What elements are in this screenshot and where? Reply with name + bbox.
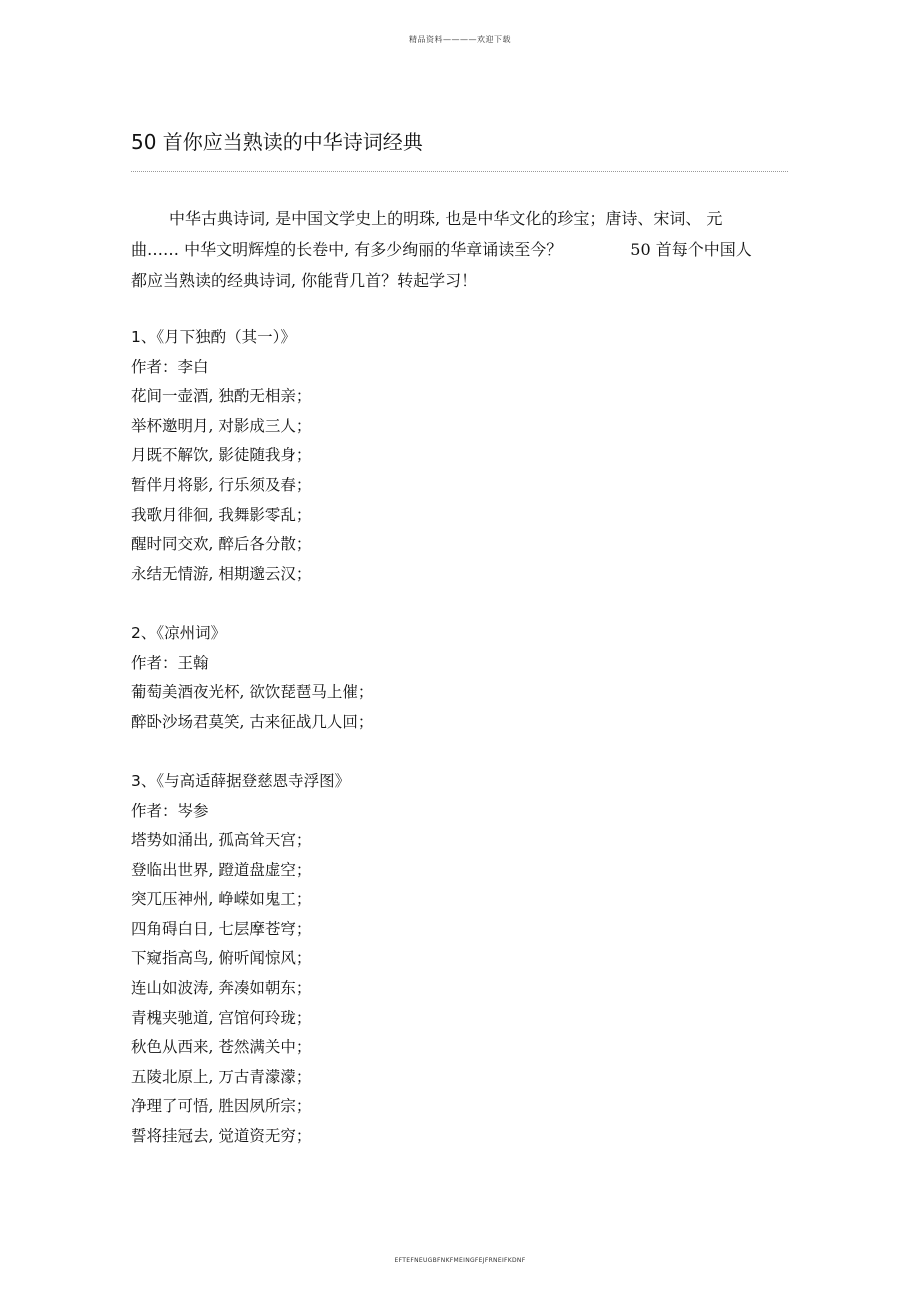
title-divider	[131, 171, 788, 172]
poem-number: 1、	[131, 328, 157, 346]
poem-2	[131, 619, 788, 737]
intro-line-2-part-a: 曲…… 中华文明辉煌的长卷中, 有多少绚丽的华章诵读至今？	[131, 240, 563, 259]
poem-line: 秋色从西来, 苍然满关中；	[131, 1038, 312, 1057]
intro-line-2-part-b: 50 首每个中国人	[630, 240, 752, 259]
page-header: 精品资料————欢迎下载	[409, 35, 511, 44]
poem-line: 月既不解饮, 影徒随我身；	[131, 446, 312, 465]
poem-author: 作者：王翰	[131, 653, 209, 672]
page-footer: EFTEFNEUGBFNKFMEINGFEJFRNEIFKDNF	[394, 1257, 526, 1264]
poem-title: 《月下独酌（其一）》	[156, 328, 296, 346]
intro-paragraph	[131, 203, 788, 296]
poem-title: 《凉州词》	[156, 623, 227, 642]
poem-heading	[131, 323, 788, 353]
poem-line: 葡萄美酒夜光杯, 欲饮琵琶马上催；	[131, 683, 374, 702]
poem-line: 醉卧沙场君莫笑, 古来征战几人回；	[131, 712, 374, 731]
poem-line: 暂伴月将影, 行乐须及春；	[131, 475, 312, 494]
poem-heading	[131, 767, 788, 797]
poem-3	[131, 767, 788, 1152]
poem-line: 下窥指高鸟, 俯听闻惊风；	[131, 949, 312, 968]
poem-line: 连山如波涛, 奔凑如朝东；	[131, 979, 312, 998]
poem-title: 《与高适薛据登慈恩寺浮图》	[156, 771, 351, 790]
poem-list	[131, 323, 788, 1181]
poem-line: 我歌月徘徊, 我舞影零乱；	[131, 505, 312, 524]
poem-author: 作者：岑参	[131, 801, 209, 820]
intro-line-2	[131, 234, 788, 265]
poem-line: 花间一壶酒, 独酌无相亲；	[131, 387, 312, 406]
poem-line: 醒时同交欢, 醉后各分散；	[131, 535, 312, 554]
document-title: 50 首你应当熟读的中华诗词经典	[131, 130, 423, 154]
poem-line: 五陵北原上, 万古青濛濛；	[131, 1067, 312, 1086]
poem-line: 登临出世界, 蹬道盘虚空；	[131, 860, 312, 879]
poem-1	[131, 323, 788, 589]
poem-line: 塔势如涌出, 孤高耸天宫；	[131, 831, 312, 850]
intro-line-3: 都应当熟读的经典诗词, 你能背几首？转起学习！	[131, 271, 478, 290]
poem-number: 2、	[131, 623, 157, 642]
poem-line: 四角碍白日, 七层摩苍穹；	[131, 919, 312, 938]
poem-line: 誓将挂冠去, 觉道资无穷；	[131, 1127, 312, 1146]
poem-line: 举杯邀明月, 对影成三人；	[131, 416, 312, 435]
poem-line: 永结无情游, 相期邈云汉；	[131, 564, 312, 583]
poem-line: 青槐夹驰道, 宫馆何玲珑；	[131, 1008, 312, 1027]
poem-author: 作者：李白	[131, 357, 209, 376]
poem-line: 突兀压神州, 峥嵘如鬼工；	[131, 890, 312, 909]
poem-number: 3、	[131, 771, 157, 790]
poem-heading	[131, 619, 788, 649]
intro-line-1: 中华古典诗词, 是中国文学史上的明珠, 也是中华文化的珍宝；唐诗、宋词、 元	[169, 209, 723, 228]
poem-line: 净理了可悟, 胜因夙所宗；	[131, 1097, 312, 1116]
